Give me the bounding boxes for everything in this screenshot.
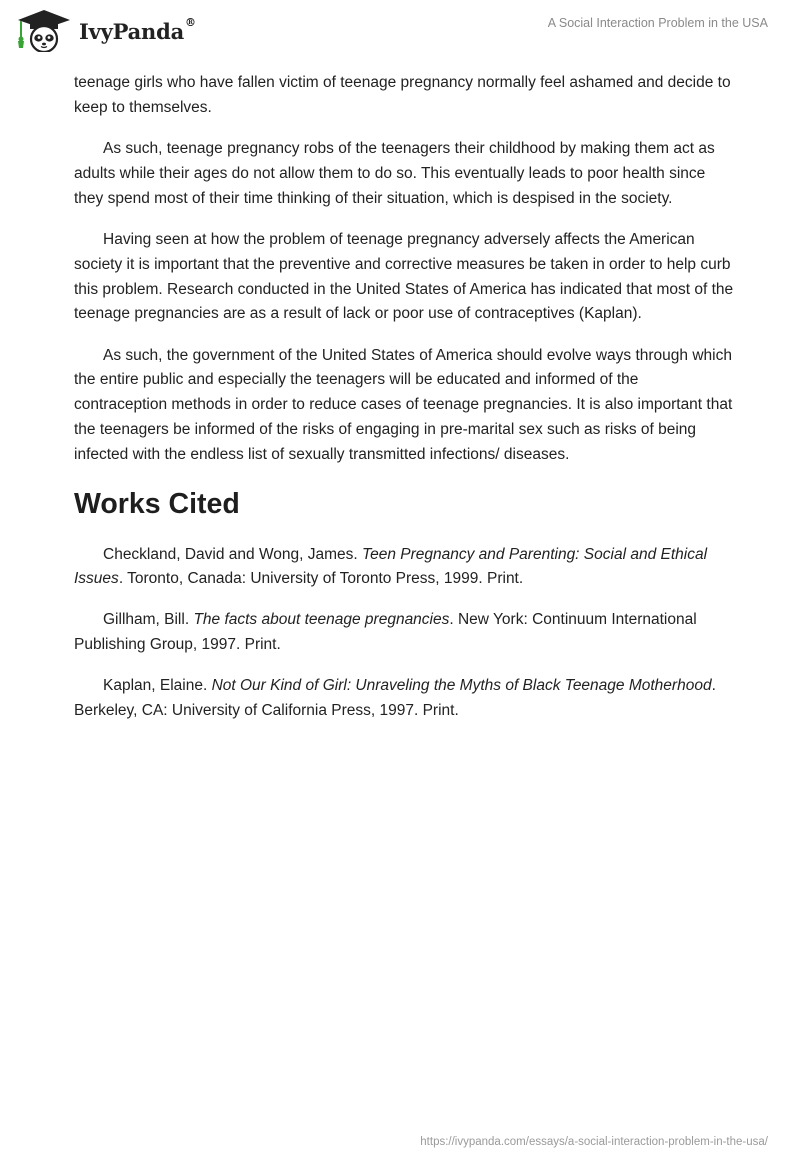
- essay-content: [74, 71, 734, 739]
- citation-title: The facts about teenage pregnancies: [193, 611, 450, 629]
- page-header: [0, 0, 800, 66]
- citation-entry: [74, 674, 734, 724]
- citation-entry: [74, 608, 734, 658]
- paragraph: teenage girls who have fallen victim of teenage pregnancy normally feel ashamed and decide to keep to themselves.: [74, 74, 731, 116]
- citation-author: Kaplan, Elaine.: [103, 676, 212, 694]
- citation-author: Gillham, Bill.: [103, 611, 194, 629]
- ivypanda-logo[interactable]: [14, 8, 196, 52]
- paragraph: As such, the government of the United States of America should evolve ways through which the entire public and especially the teenagers will be educated and informed of the contraception methods in order to reduce cases of teenage pregnancies. It is also important that the teenagers be informed of the risks of engaging in pre-marital sex such as risks of being infected with the endless list of sexually transmitted infections/ diseases.: [74, 346, 733, 463]
- brand-name: IvyPanda®: [79, 15, 196, 44]
- panda-icon: [14, 8, 74, 52]
- paragraph: Having seen at how the problem of teenage pregnancy adversely affects the American society it is important that the preventive and corrective measures be taken in order to help curb this problem. Research conducted in the United States of America has indicated that most of the teenage pregnancies are as a result of lack or poor use of contraceptives (Kaplan).: [74, 230, 734, 323]
- citation-publisher: . Berkeley, CA: University of California Press, 1997. Print.: [74, 676, 716, 719]
- citation-entry: [74, 543, 734, 593]
- citation-title: Not Our Kind of Girl: Unraveling the Myths of Black Teenage Motherhood: [211, 676, 712, 694]
- works-cited-heading: Works Cited: [74, 487, 240, 520]
- citation-author: Checkland, David and Wong, James.: [103, 545, 363, 563]
- citation-title: Teen Pregnancy and Parenting: Social and Ethical Issues: [74, 545, 708, 588]
- citation-publisher: . Toronto, Canada: University of Toronto Press, 1999. Print.: [118, 570, 524, 588]
- paragraph: As such, teenage pregnancy robs of the teenagers their childhood by making them act as adults while their ages do not allow them to do so. This eventually leads to poor health since they spend most of their time thinking of their situation, which is despised in the society.: [74, 140, 715, 207]
- citation-publisher: . New York: Continuum International Publishing Group, 1997. Print.: [74, 611, 697, 654]
- document-title: A Social Interaction Problem in the USA: [547, 16, 768, 30]
- source-url[interactable]: https://ivypanda.com/essays/a-social-interaction-problem-in-the-usa/: [420, 1136, 768, 1148]
